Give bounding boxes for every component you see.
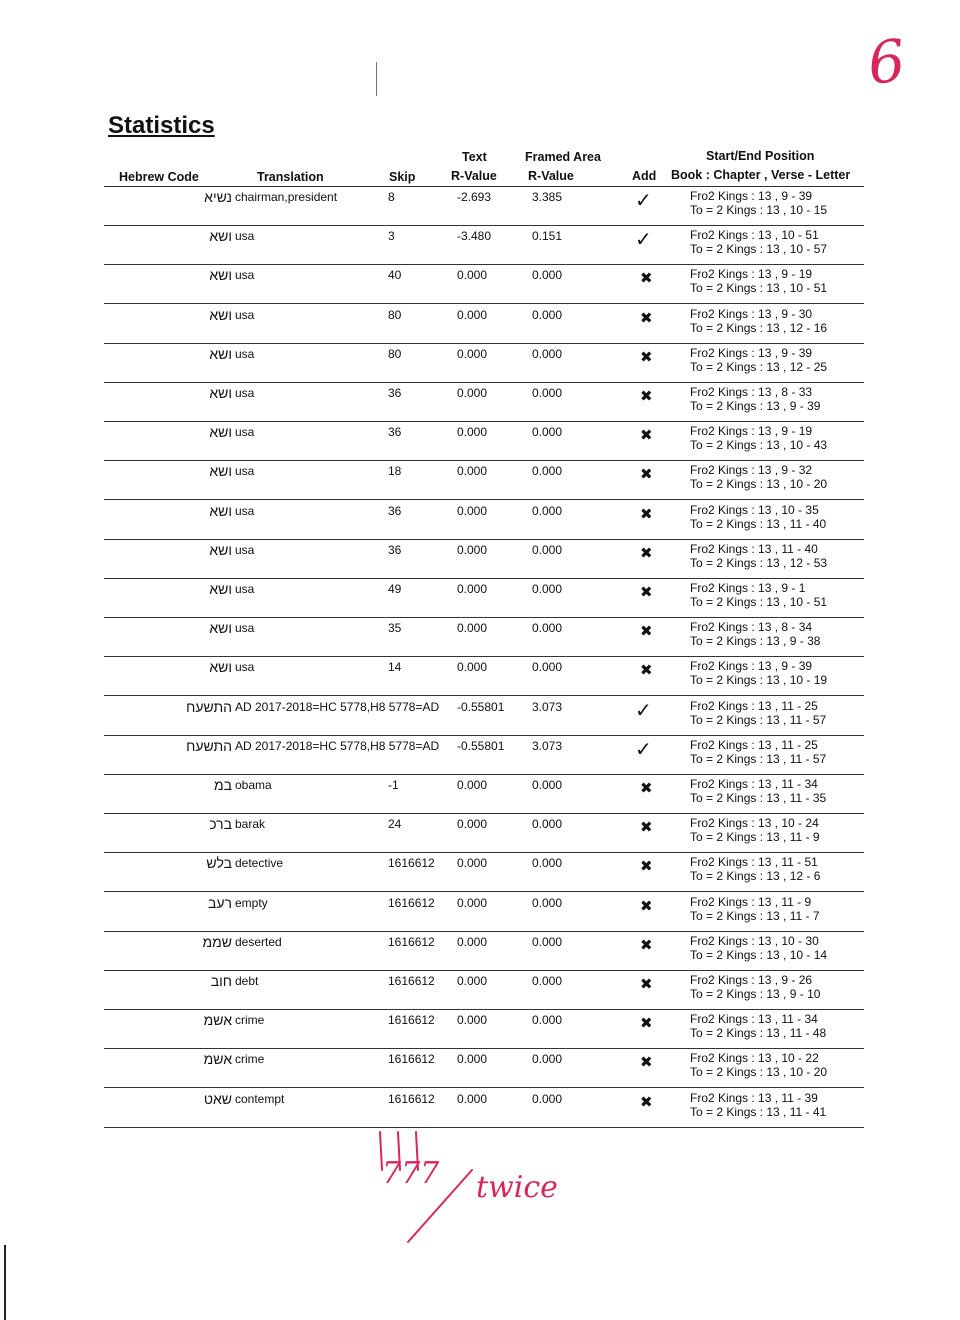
translation-cell: crime: [235, 1013, 265, 1028]
translation-cell: usa: [235, 542, 255, 557]
cross-icon: ✖: [640, 505, 653, 523]
row-rule: [104, 343, 864, 344]
start-position-cell: Fro2 Kings : 13 , 9 - 39: [690, 345, 813, 360]
row-rule: [104, 970, 864, 971]
row-rule: [104, 1009, 864, 1010]
end-position-cell: To = 2 Kings : 13 , 10 - 51: [690, 281, 828, 296]
row-rule: [104, 264, 864, 265]
skip-cell: 24: [388, 817, 402, 832]
start-position-cell: Fro2 Kings : 13 , 9 - 19: [690, 424, 813, 439]
hebrew-code-cell: במ: [214, 777, 232, 793]
start-position-cell: Fro2 Kings : 13 , 9 - 1: [690, 581, 806, 595]
skip-cell: 49: [388, 582, 402, 596]
framed-rvalue-cell: 0.000: [532, 1013, 563, 1028]
text-rvalue-cell: -3.480: [457, 229, 492, 244]
cross-icon: ✖: [640, 270, 653, 288]
translation-cell: crime: [235, 1052, 265, 1067]
end-position-cell: To = 2 Kings : 13 , 9 - 10: [690, 987, 821, 1001]
framed-rvalue-cell: 3.385: [532, 190, 563, 204]
cross-icon: ✖: [640, 466, 653, 484]
end-position-cell: To = 2 Kings : 13 , 11 - 48: [690, 1026, 827, 1041]
text-rvalue-cell: 0.000: [457, 582, 488, 596]
checkmark-icon: ✓: [635, 190, 652, 212]
text-rvalue-cell: 0.000: [457, 268, 488, 283]
text-rvalue-cell: 0.000: [457, 817, 488, 832]
row-rule: [104, 1048, 864, 1049]
row-rule: [104, 774, 864, 775]
header-rule: [104, 186, 864, 187]
hebrew-code-cell: בלש: [206, 855, 232, 872]
row-rule: [104, 460, 864, 461]
skip-cell: 40: [388, 268, 402, 283]
translation-cell: chairman,president: [235, 190, 338, 204]
skip-cell: 8: [388, 190, 395, 204]
hebrew-code-cell: אשמ: [203, 1051, 232, 1068]
end-position-cell: To = 2 Kings : 13 , 11 - 41: [690, 1104, 827, 1119]
hebrew-code-cell: התשעח: [186, 698, 232, 715]
framed-rvalue-cell: 0.000: [532, 582, 563, 596]
framed-rvalue-cell: 0.000: [532, 503, 563, 518]
end-position-cell: To = 2 Kings : 13 , 10 - 15: [690, 203, 828, 217]
text-rvalue-cell: 0.000: [457, 778, 488, 792]
skip-cell: 3: [388, 229, 395, 244]
start-position-cell: Fro2 Kings : 13 , 11 - 9: [690, 894, 812, 909]
end-position-cell: To = 2 Kings : 13 , 11 - 7: [690, 908, 820, 923]
end-position-cell: To = 2 Kings : 13 , 11 - 9: [690, 830, 820, 845]
start-position-cell: Fro2 Kings : 13 , 11 - 40: [690, 541, 818, 556]
hebrew-code-cell: ושא: [209, 659, 232, 676]
text-rvalue-cell: -2.693: [457, 190, 492, 204]
header-framed-top: Framed Area: [525, 150, 601, 164]
framed-rvalue-cell: 0.000: [532, 346, 563, 361]
hebrew-code-cell: שממ: [202, 933, 232, 950]
end-position-cell: To = 2 Kings : 13 , 10 - 20: [690, 1065, 828, 1080]
start-position-cell: Fro2 Kings : 13 , 10 - 30: [690, 933, 819, 948]
cross-icon: ✖: [640, 427, 653, 445]
cross-icon: ✖: [640, 623, 653, 641]
header-framed-bottom: R-Value: [528, 169, 574, 183]
framed-rvalue-cell: 0.000: [532, 621, 563, 636]
row-rule: [104, 578, 864, 579]
row-rule: [104, 499, 864, 500]
skip-cell: 36: [388, 386, 402, 400]
framed-rvalue-cell: 0.000: [532, 542, 563, 557]
cross-icon: ✖: [640, 309, 653, 327]
cross-icon: ✖: [640, 858, 653, 876]
hebrew-code-cell: אשמ: [203, 1012, 232, 1029]
skip-cell: 36: [388, 425, 402, 440]
start-position-cell: Fro2 Kings : 13 , 11 - 25: [690, 737, 818, 752]
skip-cell: 14: [388, 660, 402, 675]
text-rvalue-cell: -0.55801: [457, 738, 505, 753]
cross-icon: ✖: [640, 1093, 653, 1111]
row-rule: [104, 735, 864, 736]
text-rvalue-cell: 0.000: [457, 307, 488, 322]
text-rvalue-cell: 0.000: [457, 934, 488, 949]
framed-rvalue-cell: 3.073: [532, 699, 563, 714]
framed-rvalue-cell: 0.000: [532, 464, 563, 479]
cross-icon: ✖: [640, 936, 653, 954]
translation-cell: AD 2017-2018=HC 5778,H8 5778=AD: [235, 699, 440, 714]
scan-crease-mark: [376, 62, 377, 96]
row-rule: [104, 617, 864, 618]
skip-cell: 80: [388, 307, 402, 322]
end-position-cell: To = 2 Kings : 13 , 10 - 14: [690, 947, 828, 962]
hebrew-code-cell: ושא: [209, 228, 232, 245]
skip-cell: 18: [388, 464, 402, 479]
translation-cell: usa: [235, 464, 255, 479]
skip-cell: 1616612: [388, 1013, 435, 1028]
skip-cell: 36: [388, 503, 402, 518]
translation-cell: usa: [235, 660, 255, 675]
end-position-cell: To = 2 Kings : 13 , 11 - 40: [690, 516, 827, 531]
hebrew-code-cell: ושא: [209, 267, 232, 284]
start-position-cell: Fro2 Kings : 13 , 10 - 51: [690, 228, 819, 243]
end-position-cell: To = 2 Kings : 13 , 10 - 20: [690, 477, 828, 492]
start-position-cell: Fro2 Kings : 13 , 11 - 39: [690, 1090, 818, 1105]
framed-rvalue-cell: 0.000: [532, 817, 563, 832]
cross-icon: ✖: [640, 897, 653, 915]
translation-cell: usa: [235, 307, 255, 322]
framed-rvalue-cell: 0.000: [532, 386, 563, 400]
end-position-cell: To = 2 Kings : 13 , 10 - 43: [690, 438, 828, 453]
row-rule: [104, 695, 864, 696]
header-add: Add: [632, 169, 657, 183]
end-position-cell: To = 2 Kings : 13 , 12 - 6: [690, 869, 821, 884]
framed-rvalue-cell: 0.000: [532, 268, 563, 283]
start-position-cell: Fro2 Kings : 13 , 8 - 34: [690, 620, 813, 635]
translation-cell: deserted: [235, 934, 282, 949]
skip-cell: 35: [388, 621, 402, 636]
framed-rvalue-cell: 0.000: [532, 425, 563, 440]
framed-rvalue-cell: 0.000: [532, 778, 563, 792]
skip-cell: 36: [388, 542, 402, 557]
checkmark-icon: ✓: [635, 738, 652, 761]
page-title: Statistics: [108, 112, 215, 139]
handwritten-page-number: 6: [864, 26, 909, 98]
hebrew-code-cell: התשעח: [186, 737, 232, 754]
header-translation: Translation: [257, 170, 324, 184]
start-position-cell: Fro2 Kings : 13 , 9 - 19: [690, 267, 813, 282]
translation-cell: contempt: [235, 1091, 285, 1106]
start-position-cell: Fro2 Kings : 13 , 9 - 30: [690, 306, 813, 321]
hebrew-code-cell: ושא: [209, 424, 232, 441]
text-rvalue-cell: 0.000: [457, 386, 488, 400]
start-position-cell: Fro2 Kings : 13 , 10 - 22: [690, 1051, 819, 1066]
translation-cell: usa: [235, 503, 255, 518]
cross-icon: ✖: [640, 1015, 653, 1033]
translation-cell: barak: [235, 817, 266, 832]
cross-icon: ✖: [640, 662, 653, 680]
hebrew-code-cell: ושא: [209, 385, 232, 401]
end-position-cell: To = 2 Kings : 13 , 10 - 51: [690, 595, 828, 609]
hebrew-code-cell: רעב: [207, 894, 232, 911]
header-text-rvalue-top: Text: [462, 150, 487, 164]
end-position-cell: To = 2 Kings : 13 , 12 - 25: [690, 359, 828, 374]
framed-rvalue-cell: 0.000: [532, 895, 563, 910]
start-position-cell: Fro2 Kings : 13 , 11 - 34: [690, 777, 818, 791]
hebrew-code-cell: חוב: [210, 973, 232, 989]
start-position-cell: Fro2 Kings : 13 , 9 - 32: [690, 463, 813, 478]
cross-icon: ✖: [640, 1054, 653, 1072]
framed-rvalue-cell: 3.073: [532, 738, 563, 753]
skip-cell: 1616612: [388, 1052, 435, 1067]
end-position-cell: To = 2 Kings : 13 , 11 - 57: [690, 751, 827, 766]
translation-cell: usa: [235, 582, 255, 596]
skip-cell: 1616612: [388, 934, 435, 949]
text-rvalue-cell: 0.000: [457, 974, 488, 988]
text-rvalue-cell: 0.000: [457, 425, 488, 440]
header-hebrew-code: Hebrew Code: [119, 170, 199, 184]
hebrew-code-cell: ושא: [209, 463, 232, 480]
skip-cell: 1616612: [388, 974, 435, 988]
hebrew-code-cell: ושא: [209, 306, 232, 323]
skip-cell: 1616612: [388, 895, 435, 910]
hebrew-code-cell: ושא: [209, 620, 232, 637]
header-position-bottom: Book : Chapter , Verse - Letter: [671, 168, 851, 182]
hebrew-code-cell: שאט: [203, 1090, 232, 1107]
translation-cell: AD 2017-2018=HC 5778,H8 5778=AD: [235, 738, 440, 753]
header-text-rvalue-bottom: R-Value: [451, 169, 497, 183]
row-rule: [104, 225, 864, 226]
cross-icon: ✖: [640, 348, 653, 366]
translation-cell: usa: [235, 229, 255, 244]
hebrew-code-cell: ושא: [209, 541, 232, 558]
skip-cell: 80: [388, 346, 402, 361]
row-rule: [104, 382, 864, 383]
text-rvalue-cell: 0.000: [457, 1091, 488, 1106]
hebrew-code-cell: ושא: [209, 581, 232, 597]
translation-cell: usa: [235, 425, 255, 440]
text-rvalue-cell: 0.000: [457, 856, 488, 871]
end-position-cell: To = 2 Kings : 13 , 9 - 38: [690, 634, 821, 649]
start-position-cell: Fro2 Kings : 13 , 11 - 34: [690, 1012, 818, 1027]
end-position-cell: To = 2 Kings : 13 , 9 - 39: [690, 399, 821, 413]
translation-cell: obama: [235, 778, 272, 792]
cross-icon: ✖: [640, 976, 653, 993]
translation-cell: detective: [235, 856, 284, 871]
cross-icon: ✖: [640, 780, 653, 797]
skip-cell: -1: [388, 778, 399, 792]
end-position-cell: To = 2 Kings : 13 , 12 - 16: [690, 320, 828, 335]
translation-cell: usa: [235, 268, 255, 283]
framed-rvalue-cell: 0.000: [532, 1091, 563, 1106]
scan-edge-mark: [4, 1245, 6, 1320]
row-rule: [104, 852, 864, 853]
framed-rvalue-cell: 0.000: [532, 1052, 563, 1067]
end-position-cell: To = 2 Kings : 13 , 12 - 53: [690, 555, 828, 570]
text-rvalue-cell: 0.000: [457, 503, 488, 518]
row-rule: [104, 813, 864, 814]
start-position-cell: Fro2 Kings : 13 , 9 - 39: [690, 189, 813, 203]
start-position-cell: Fro2 Kings : 13 , 9 - 26: [690, 973, 813, 987]
translation-cell: usa: [235, 621, 255, 636]
framed-rvalue-cell: 0.151: [532, 229, 563, 244]
text-rvalue-cell: -0.55801: [457, 699, 505, 714]
start-position-cell: Fro2 Kings : 13 , 10 - 35: [690, 502, 819, 517]
end-position-cell: To = 2 Kings : 13 , 10 - 19: [690, 673, 828, 688]
framed-rvalue-cell: 0.000: [532, 660, 563, 675]
framed-rvalue-cell: 0.000: [532, 856, 563, 871]
cross-icon: ✖: [640, 544, 653, 562]
text-rvalue-cell: 0.000: [457, 621, 488, 636]
start-position-cell: Fro2 Kings : 13 , 11 - 51: [690, 855, 818, 870]
hebrew-code-cell: ברכ: [209, 816, 232, 833]
translation-cell: empty: [235, 895, 268, 910]
row-rule: [104, 421, 864, 422]
cross-icon: ✖: [640, 584, 653, 601]
skip-cell: 1616612: [388, 1091, 435, 1106]
framed-rvalue-cell: 0.000: [532, 974, 563, 988]
translation-cell: debt: [235, 974, 259, 988]
end-position-cell: To = 2 Kings : 13 , 10 - 57: [690, 242, 828, 257]
skip-cell: 1616612: [388, 856, 435, 871]
hebrew-code-cell: ושא: [209, 345, 232, 362]
header-position-top: Start/End Position: [706, 149, 815, 163]
framed-rvalue-cell: 0.000: [532, 307, 563, 322]
cross-icon: ✖: [640, 819, 653, 837]
text-rvalue-cell: 0.000: [457, 660, 488, 675]
checkmark-icon: ✓: [635, 699, 652, 722]
row-rule: [104, 891, 864, 892]
row-rule: [104, 656, 864, 657]
tally-note: 777: [382, 1156, 440, 1191]
text-rvalue-cell: 0.000: [457, 1052, 488, 1067]
row-rule: [104, 539, 864, 540]
translation-cell: usa: [235, 386, 255, 400]
start-position-cell: Fro2 Kings : 13 , 9 - 39: [690, 659, 813, 674]
twice-note: twice: [476, 1170, 558, 1205]
row-rule: [104, 1087, 864, 1088]
text-rvalue-cell: 0.000: [457, 1013, 488, 1028]
row-rule: [104, 931, 864, 932]
text-rvalue-cell: 0.000: [457, 895, 488, 910]
text-rvalue-cell: 0.000: [457, 346, 488, 361]
end-position-cell: To = 2 Kings : 13 , 11 - 35: [690, 791, 827, 805]
row-rule: [104, 1127, 864, 1128]
text-rvalue-cell: 0.000: [457, 464, 488, 479]
checkmark-icon: ✓: [635, 229, 652, 252]
translation-cell: usa: [235, 346, 255, 361]
header-skip: Skip: [389, 170, 416, 184]
text-rvalue-cell: 0.000: [457, 542, 488, 557]
handwritten-annotation: [360, 1130, 600, 1250]
framed-rvalue-cell: 0.000: [532, 934, 563, 949]
hebrew-code-cell: ושא: [209, 502, 232, 519]
end-position-cell: To = 2 Kings : 13 , 11 - 57: [690, 712, 827, 727]
start-position-cell: Fro2 Kings : 13 , 11 - 25: [690, 698, 818, 713]
start-position-cell: Fro2 Kings : 13 , 8 - 33: [690, 385, 813, 399]
row-rule: [104, 303, 864, 304]
cross-icon: ✖: [640, 388, 653, 405]
start-position-cell: Fro2 Kings : 13 , 10 - 24: [690, 816, 819, 831]
hebrew-code-cell: נשיא: [204, 189, 232, 205]
